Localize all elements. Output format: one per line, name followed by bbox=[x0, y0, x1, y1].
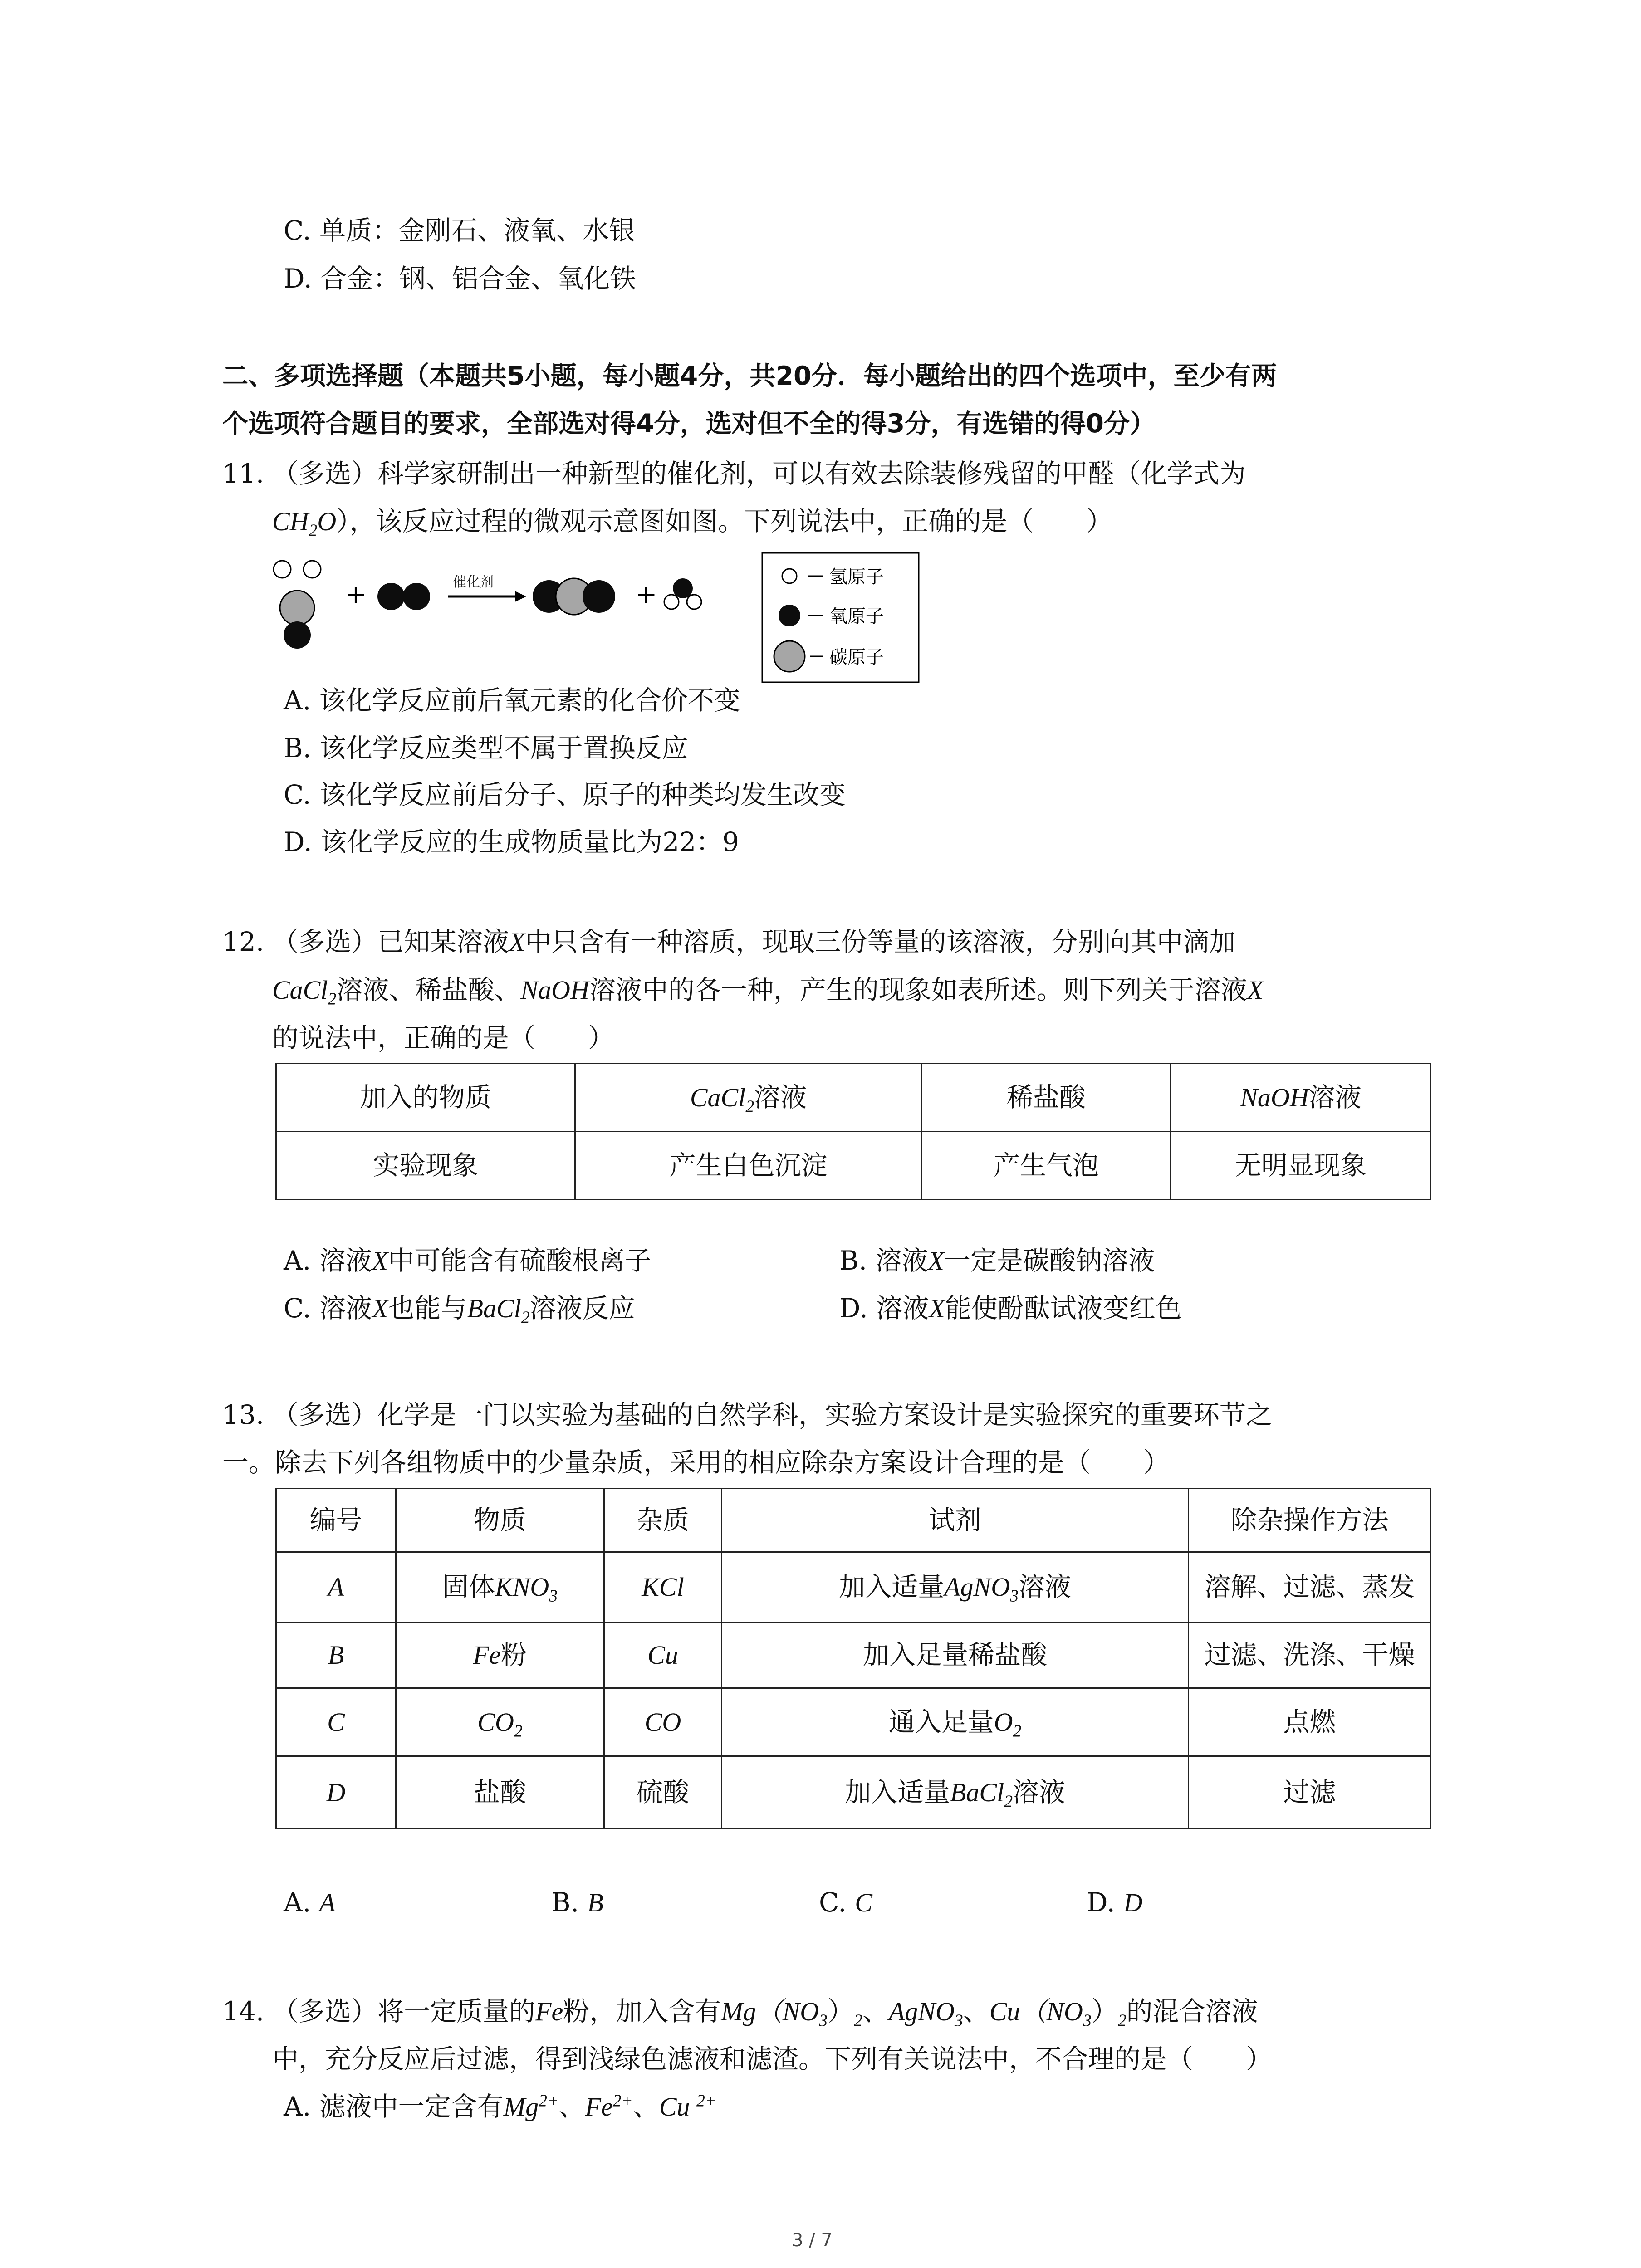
q12-stem-line3: 的说法中，正确的是（ ） bbox=[272, 1022, 615, 1053]
q13-table-cell: B bbox=[276, 1623, 396, 1688]
q13-option-c: C. C bbox=[819, 1887, 872, 1918]
q11-stem-line2: $CH_2O$），该反应过程的微观示意图如图。下列说法中，正确的是（ ） bbox=[272, 506, 1113, 540]
q13-table-cell: 溶解、过滤、蒸发 bbox=[1189, 1552, 1431, 1623]
catalyst-label: 催化剂 bbox=[453, 574, 494, 590]
legend-carbon-label: 碳原子 bbox=[829, 647, 884, 668]
q13-table-cell: 过滤、洗涤、干燥 bbox=[1189, 1623, 1431, 1688]
section2-heading-line1: 二、多项选择题（本题共5小题，每小题4分，共20分．每小题给出的四个选项中，至少有两 bbox=[222, 361, 1277, 391]
q13-option-b: B. B bbox=[551, 1887, 603, 1918]
q14-number: 14. bbox=[222, 1996, 265, 2027]
q13-table-cell: 加入适量AgNO$_3$溶液 bbox=[722, 1552, 1189, 1623]
q13-header-cell: 杂质 bbox=[604, 1489, 722, 1552]
q12-table-cell: 加入的物质 bbox=[276, 1064, 575, 1132]
q13-table-cell: 加入适量BaCl$_2$溶液 bbox=[722, 1756, 1189, 1829]
q12-reagent-table bbox=[275, 1063, 1431, 1200]
q13-option-a: A. A bbox=[284, 1887, 336, 1918]
q12-option-c: C. 溶液X也能与BaCl$_2$溶液反应 bbox=[284, 1293, 635, 1327]
page-number: 3 / 7 bbox=[792, 2230, 833, 2251]
q12-table-cell: 稀盐酸 bbox=[922, 1064, 1171, 1132]
formaldehyde-molecule bbox=[274, 561, 321, 649]
q13-stem-line2: 一。除去下列各组物质中的少量杂质，采用的相应除杂方案设计合理的是（ ） bbox=[222, 1447, 1170, 1478]
q13-header-cell: 物质 bbox=[396, 1489, 604, 1552]
q12-option-d: D. 溶液X能使酚酞试液变红色 bbox=[839, 1293, 1182, 1324]
q13-table-cell: Cu bbox=[604, 1623, 722, 1688]
q13-table-cell: 点燃 bbox=[1189, 1688, 1431, 1756]
q10-option-c: C. 单质：金刚石、液氧、水银 bbox=[284, 215, 636, 246]
section2-heading-line2: 个选项符合题目的要求，全部选对得4分，选对但不全的得3分，有选错的得0分） bbox=[222, 409, 1156, 439]
legend-hydrogen-label: 氢原子 bbox=[829, 567, 884, 587]
arrow-head bbox=[515, 591, 526, 602]
q13-table-cell: CO bbox=[604, 1688, 722, 1756]
q13-table-cell: D bbox=[276, 1756, 396, 1829]
q12-table-cell: 无明显现象 bbox=[1171, 1132, 1431, 1200]
q10-option-d: D. 合金：钢、铝合金、氧化铁 bbox=[284, 263, 637, 294]
q11-number: 11. bbox=[222, 458, 265, 489]
q13-table-cell: 盐酸 bbox=[396, 1756, 604, 1829]
q12-table-cell: 产生气泡 bbox=[922, 1132, 1171, 1200]
q12-stem-line2: CaCl$_2$溶液、稀盐酸、NaOH溶液中的各一种，产生的现象如表所述。则下列关于溶液X bbox=[272, 974, 1264, 1009]
q13-table-cell: 通入足量$O_2$ bbox=[722, 1688, 1189, 1756]
legend-hydrogen-icon bbox=[782, 569, 797, 583]
q11-stem-line1: （多选）科学家研制出一种新型的催化剂，可以有效去除装修残留的甲醛（化学式为 bbox=[272, 458, 1246, 489]
q14-stem-line2: 中，充分反应后过滤，得到浅绿色滤液和滤渣。下列有关说法中，不合理的是（ ） bbox=[272, 2043, 1273, 2074]
legend-carbon-icon bbox=[774, 641, 805, 672]
plus-sign-1: + bbox=[345, 579, 367, 610]
q14-option-a: A. 滤液中一定含有$Mg^{2+}$、$Fe^{2+}$、Cu $^{2+}$ bbox=[284, 2091, 717, 2122]
q13-table-cell: A bbox=[276, 1552, 396, 1623]
q12-table-cell: 产生白色沉淀 bbox=[575, 1132, 922, 1200]
q12-option-b: B. 溶液X一定是碳酸钠溶液 bbox=[839, 1245, 1155, 1276]
q13-table-cell: 硫酸 bbox=[604, 1756, 722, 1829]
q11-reaction-diagram bbox=[272, 551, 930, 687]
legend-oxygen-label: 氧原子 bbox=[829, 606, 884, 627]
q13-table-cell: 固体$KNO_3$ bbox=[396, 1552, 604, 1623]
water-molecule bbox=[664, 578, 701, 609]
q13-table-cell: Fe粉 bbox=[396, 1623, 604, 1688]
q13-number: 13. bbox=[222, 1399, 265, 1430]
carbon-dioxide-molecule bbox=[533, 578, 615, 615]
q13-option-d: D. D bbox=[1087, 1887, 1143, 1918]
q11-option-d: D. 该化学反应的生成物质量比为22：9 bbox=[284, 826, 740, 857]
q13-table-cell: KCl bbox=[604, 1552, 722, 1623]
q14-stem-line1: （多选）将一定质量的Fe粉，加入含有$Mg(NO_3)_2$、AgNO$_3$、$Cu(NO_3)_2$的混合溶液 bbox=[272, 1996, 1258, 2030]
q12-table-cell: NaOH溶液 bbox=[1171, 1064, 1431, 1132]
q13-table-cell: C bbox=[276, 1688, 396, 1756]
q13-header-cell: 编号 bbox=[276, 1489, 396, 1552]
oxygen-molecule bbox=[377, 583, 430, 610]
q12-table-cell: 实验现象 bbox=[276, 1132, 575, 1200]
plus-sign-2: + bbox=[635, 579, 657, 610]
q12-option-a: A. 溶液X中可能含有硫酸根离子 bbox=[284, 1245, 652, 1276]
q13-header-cell: 试剂 bbox=[722, 1489, 1189, 1552]
q12-table-cell: CaCl$_2$溶液 bbox=[575, 1064, 922, 1132]
q12-number: 12. bbox=[222, 926, 265, 957]
q13-table-cell: 过滤 bbox=[1189, 1756, 1431, 1829]
q13-purification-table bbox=[275, 1488, 1431, 1829]
q11-option-a: A. 该化学反应前后氧元素的化合价不变 bbox=[284, 685, 740, 716]
legend-oxygen-icon bbox=[779, 605, 800, 626]
q13-stem-line1: （多选）化学是一门以实验为基础的自然学科，实验方案设计是实验探究的重要环节之 bbox=[272, 1399, 1273, 1430]
q11-option-c: C. 该化学反应前后分子、原子的种类均发生改变 bbox=[284, 779, 846, 810]
q13-table-cell: 加入足量稀盐酸 bbox=[722, 1623, 1189, 1688]
q13-table-cell: $CO_2$ bbox=[396, 1688, 604, 1756]
q13-header-cell: 除杂操作方法 bbox=[1189, 1489, 1431, 1552]
q12-stem-line1: （多选）已知某溶液X中只含有一种溶质，现取三份等量的该溶液，分别向其中滴加 bbox=[272, 926, 1236, 957]
q11-option-b: B. 该化学反应类型不属于置换反应 bbox=[284, 733, 688, 763]
